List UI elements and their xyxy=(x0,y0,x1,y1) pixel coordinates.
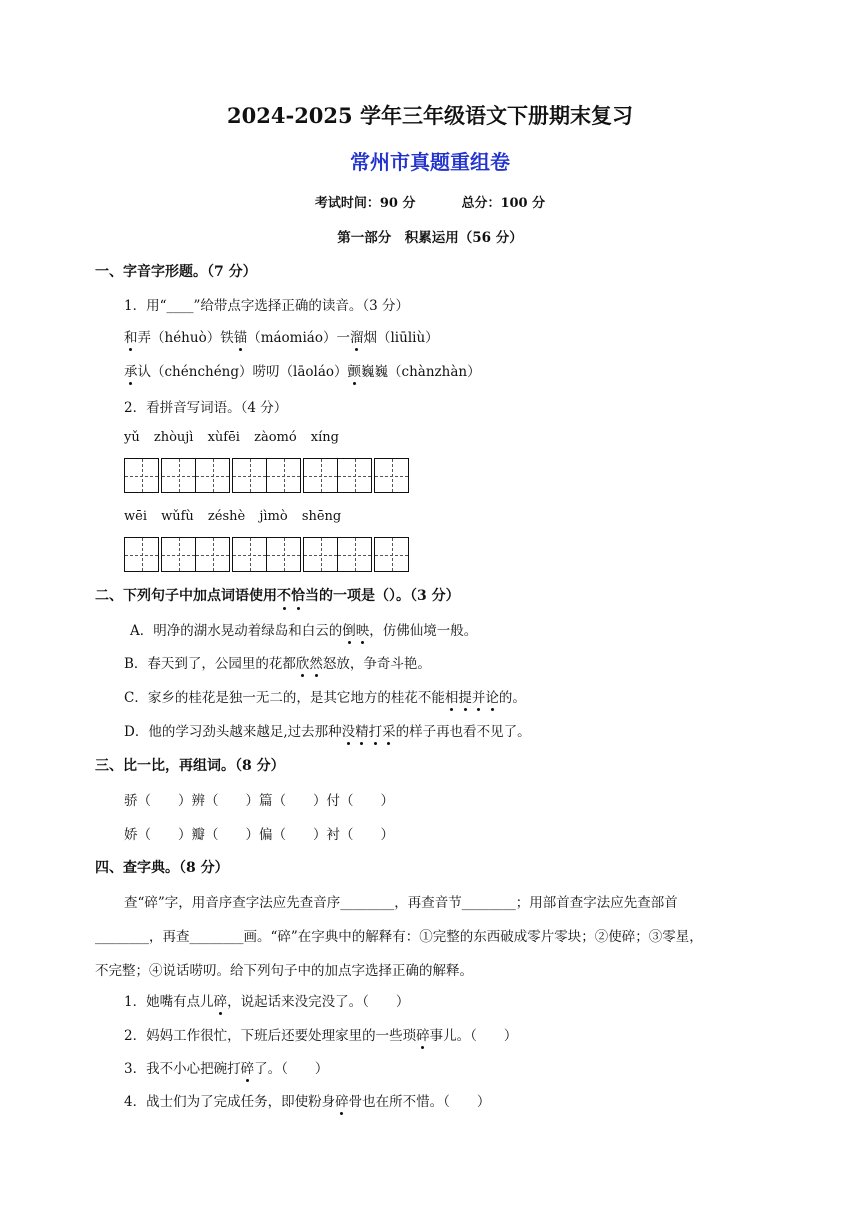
dotted-char: 打 xyxy=(369,720,383,740)
dotted-char: 碎 xyxy=(335,1090,349,1110)
text: 巍巍（chànzhàn） xyxy=(361,364,481,380)
text: B．春天到了，公园里的花都 xyxy=(124,656,296,672)
dotted-char: 溜 xyxy=(350,326,364,346)
s4-question4 xyxy=(124,1090,490,1110)
section3-heading: 三、比一比，再组词。（8 分） xyxy=(95,758,285,774)
option-a xyxy=(130,619,477,639)
s4-para-line3: 不完整；④说话唠叨。给下列句子中的加点字选择正确的解释。 xyxy=(95,963,473,979)
section4-heading: 四、查字典。（8 分） xyxy=(95,860,229,876)
grid-cell[interactable] xyxy=(266,537,301,572)
section1-heading: 一、字音字形题。（7 分） xyxy=(95,264,257,280)
text: 骨也在所不惜。（ ） xyxy=(348,1094,491,1110)
dotted-char: 论 xyxy=(485,686,499,706)
exam-meta xyxy=(0,192,860,211)
dotted-char: 承 xyxy=(124,360,138,380)
text: D．他的学习劲头越来越足,过去那种 xyxy=(124,724,342,740)
dotted-char: 然 xyxy=(309,652,323,672)
dotted-char: 恰 xyxy=(291,585,305,605)
dotted-char: 并 xyxy=(472,686,486,706)
writing-grid-row1 xyxy=(124,458,408,493)
pinyin-row2: wēi wǔfù zéshè jìmò shēng xyxy=(124,509,342,524)
s1-line2 xyxy=(124,360,481,380)
text: C．家乡的桂花是独一无二的，是其它地方的桂花不能 xyxy=(124,690,445,706)
text: 1．她嘴有点儿 xyxy=(124,994,214,1010)
dotted-char: 提 xyxy=(458,686,472,706)
text: 的。 xyxy=(498,690,526,706)
text: 烟（liūliù） xyxy=(363,330,439,346)
grid-cell[interactable] xyxy=(195,458,230,493)
text: A．明净的湖水晃动着绿岛和白云的 xyxy=(130,623,343,639)
compare-row1: 骄（ ）辨（ ）篇（ ）付（ ） xyxy=(124,793,394,809)
dotted-char: 倒 xyxy=(342,619,356,639)
dotted-char: 精 xyxy=(355,720,369,740)
grid-cell[interactable] xyxy=(161,537,196,572)
grid-cell[interactable] xyxy=(303,458,338,493)
s4-question2 xyxy=(124,1024,517,1044)
s4-para-line2: ________，再查________画。“碎”在字典中的解释有：①完整的东西破成零片零块；②使碎；③零星， xyxy=(95,929,703,945)
part-heading: 第一部分 积累运用（56 分） xyxy=(337,230,523,246)
grid-cell[interactable] xyxy=(374,537,409,572)
grid-cell[interactable] xyxy=(232,458,267,493)
text: 怒放，争奇斗艳。 xyxy=(322,656,431,672)
grid-cell[interactable] xyxy=(337,458,372,493)
page-subtitle: 常州市真题重组卷 xyxy=(350,150,510,174)
dotted-char: 锚 xyxy=(234,326,248,346)
s4-para-line1: 查“碎”字，用音序查字法应先查音序________，再查音节________；用部首查字法应先查部首 xyxy=(124,895,678,911)
s1-question1: 1．用“____”给带点字选择正确的读音。（3 分） xyxy=(124,298,410,314)
dotted-char: 和 xyxy=(124,326,138,346)
pinyin-row1: yǔ zhòujì xùfēi zàomó xíng xyxy=(124,430,339,445)
text: 事儿。（ ） xyxy=(429,1028,518,1044)
text: 认（chénchéng）唠叨（lāoláo） xyxy=(137,364,348,380)
compare-row2: 娇（ ）瓣（ ）偏（ ）衬（ ） xyxy=(124,827,394,843)
text: 了。（ ） xyxy=(254,1061,329,1077)
grid-cell[interactable] xyxy=(161,458,196,493)
dotted-char: 碎 xyxy=(214,990,228,1010)
dotted-char: 碎 xyxy=(241,1057,255,1077)
grid-cell[interactable] xyxy=(337,537,372,572)
option-b xyxy=(124,652,431,672)
dotted-char: 欣 xyxy=(296,652,310,672)
grid-cell[interactable] xyxy=(266,458,301,493)
text: 的样子再也看不见了。 xyxy=(395,724,531,740)
dotted-char: 不 xyxy=(277,585,291,605)
text: ，说起话来没完没了。（ ） xyxy=(227,994,410,1010)
s1-line1 xyxy=(124,326,439,346)
page-title: 2024-2025 学年三年级语文下册期末复习 xyxy=(227,103,633,128)
text: （máomiáo）一 xyxy=(247,330,350,346)
s1-question2: 2．看拼音写词语。（4 分） xyxy=(124,400,288,416)
option-d xyxy=(124,720,531,740)
text: 4．战士们为了完成任务，即使粉身 xyxy=(124,1094,336,1110)
dotted-char: 相 xyxy=(445,686,459,706)
exam-time: 考试时间：90 分 xyxy=(314,196,416,211)
grid-cell[interactable] xyxy=(124,458,159,493)
section2-heading xyxy=(95,585,460,605)
text: 2．妈妈工作很忙，下班后还要处理家里的一些琐 xyxy=(124,1028,417,1044)
option-c xyxy=(124,686,526,706)
text: 当的一项是（）。（3 分） xyxy=(305,588,460,604)
dotted-char: 映 xyxy=(356,619,370,639)
text: 二、下列句子中加点词语使用 xyxy=(95,588,277,604)
grid-cell[interactable] xyxy=(195,537,230,572)
total-score: 总分：100 分 xyxy=(461,196,546,211)
grid-cell[interactable] xyxy=(232,537,267,572)
writing-grid-row2 xyxy=(124,537,408,572)
dotted-char: 采 xyxy=(382,720,396,740)
grid-cell[interactable] xyxy=(374,458,409,493)
text: 3．我不小心把碗打 xyxy=(124,1061,241,1077)
dotted-char: 碎 xyxy=(416,1024,430,1044)
s4-question1 xyxy=(124,990,409,1010)
dotted-char: 颤 xyxy=(348,360,362,380)
grid-cell[interactable] xyxy=(124,537,159,572)
text: 弄（héhuò）铁 xyxy=(137,330,234,346)
text: ，仿佛仙境一般。 xyxy=(369,623,478,639)
dotted-char: 没 xyxy=(342,720,356,740)
grid-cell[interactable] xyxy=(303,537,338,572)
s4-question3 xyxy=(124,1057,328,1077)
